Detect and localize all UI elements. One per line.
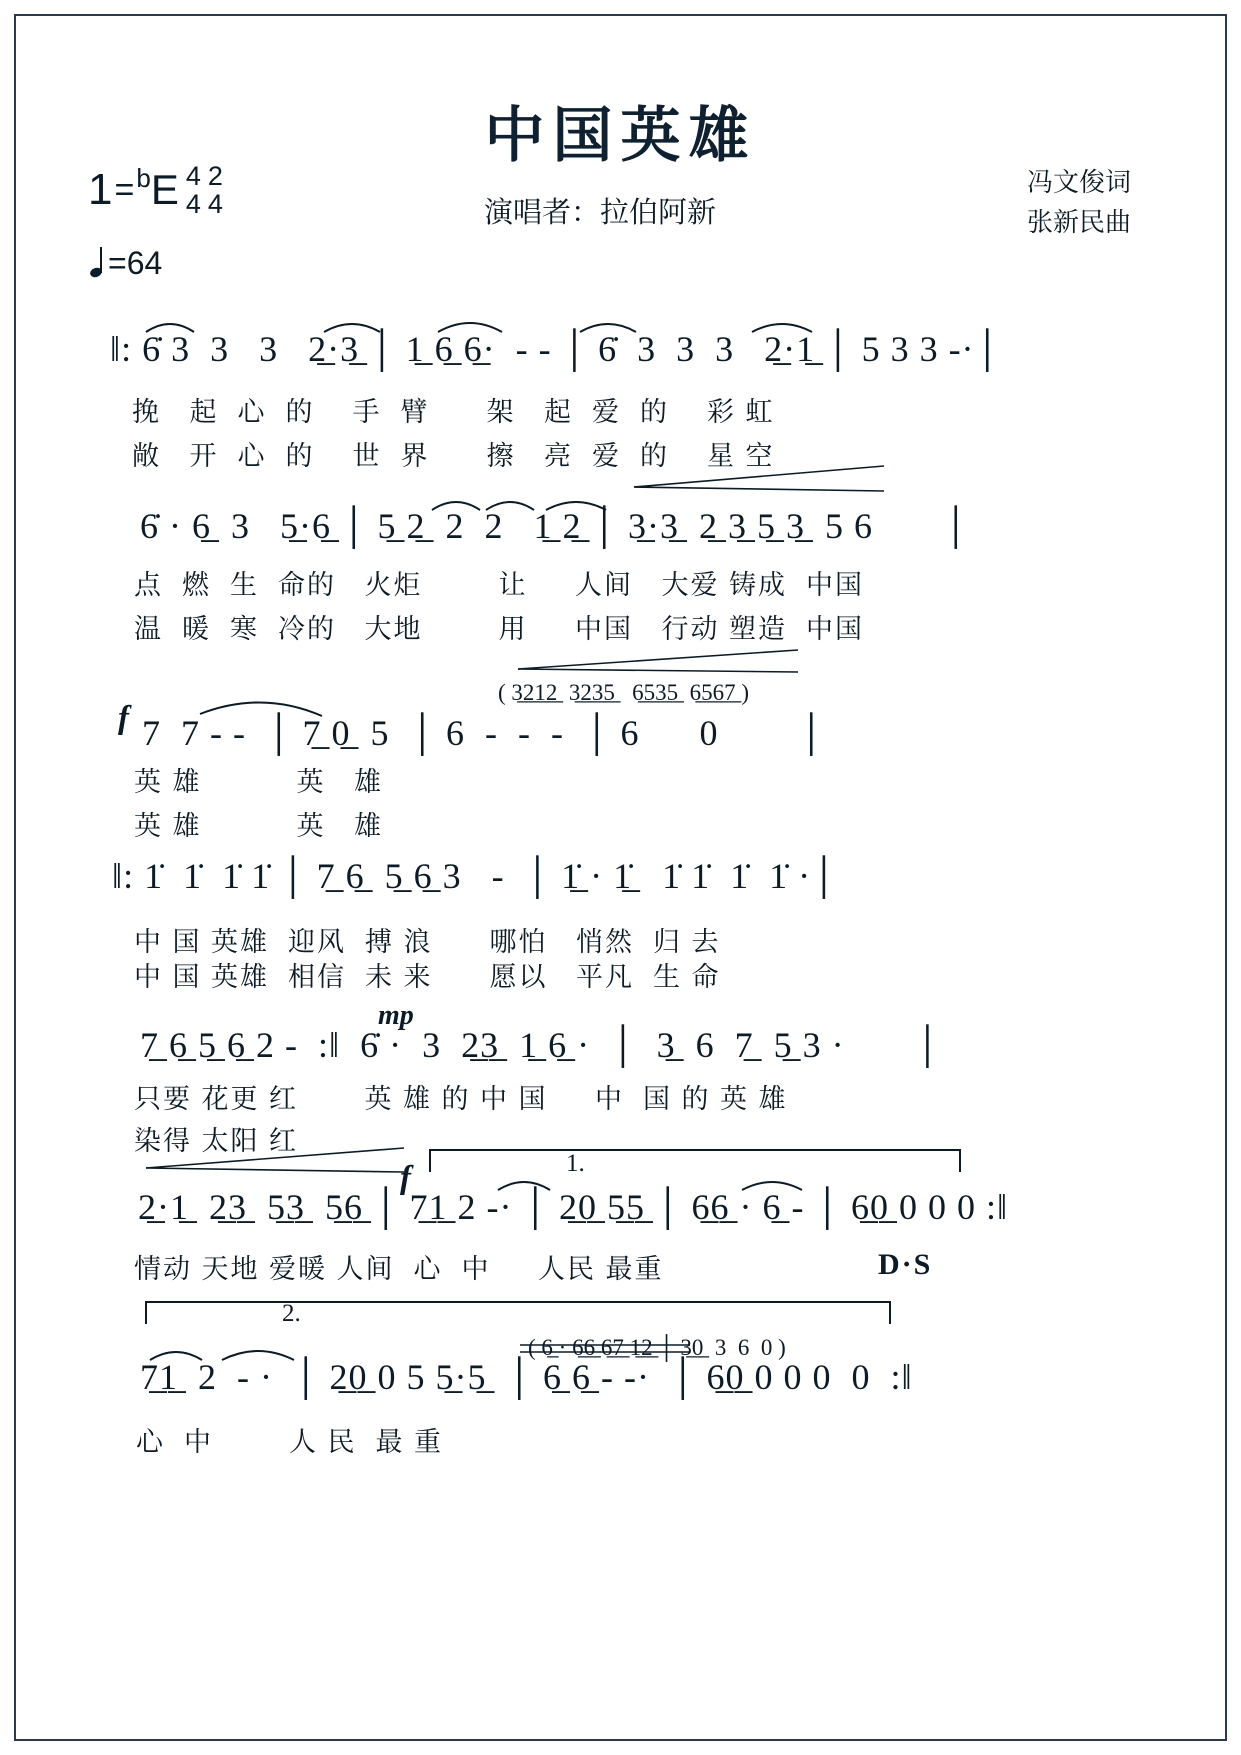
system-2-lyrics-verse1: 点 燃 生 命的 火炬 让 人间 大爱 铸成 中国: [134, 570, 865, 600]
credit-lyricist: [1027, 162, 1131, 202]
system-4-lyrics-verse2: 中 国 英雄 相信 未 来 愿以 平凡 生 命: [134, 962, 721, 992]
flat-icon: b: [136, 162, 151, 193]
system-1-notes: ‖: 6̇ 3 3 3 2̲·3̲ │ 1̲ 6̲ 6̲· - - │ 6̇ 3 3 3 2̲·1̲ │ 5 3 3 -·│: [110, 329, 1002, 369]
tempo-marking: [90, 245, 162, 282]
time-numerator: 4: [185, 160, 201, 191]
system-7-lyrics-verse1: 心 中 人 民 最 重: [136, 1427, 444, 1457]
singer-label: 演唱者：拉伯阿新: [483, 197, 716, 229]
key-letter: E: [150, 166, 179, 213]
ending-bracket-2-label: 2.: [282, 1300, 301, 1327]
credit-composer: [1027, 202, 1131, 242]
system-3-notes: 7 7 - - │ 7̲ 0̲ 5 │ 6 - - - │ 6 0 │: [142, 713, 825, 753]
dynamic-forte-1: f: [118, 700, 129, 736]
key-signature: [88, 160, 223, 220]
tempo-value: =64: [108, 245, 163, 281]
key-equals: =: [114, 170, 135, 209]
dynamic-mezzo-piano: mp: [378, 1000, 414, 1031]
system-5-lyrics-verse2: 染得 太阳 红: [134, 1126, 299, 1156]
system-7-ornament-notes: ( 6̲ · 6̲6̲ 6̲7̲ 1̲2̲ │ 3̲0̲ 3 6 0 ): [528, 1335, 786, 1360]
system-5-notes: 7̲ 6̲ 5̲ 6̲ 2 - :‖ 6̇ · 3 2̲3̲ 1̲ 6̲ · │ 3̲ 6 7̲ 5̲ 3 · │: [140, 1025, 942, 1065]
time2-denominator: 4: [207, 189, 223, 219]
system-5-lyrics-verse1: 只要 花更 红 英 雄 的 中 国 中 国 的 英 雄: [134, 1084, 788, 1114]
time-denominator: 4: [185, 189, 201, 219]
ending-bracket-1-label: 1.: [566, 1150, 585, 1177]
system-1-lyrics-verse1: 挽 起 心 的 手 臂 架 起 爱 的 彩 虹: [132, 397, 775, 427]
system-4-lyrics-verse1: 中 国 英雄 迎风 搏 浪 哪怕 悄然 归 去: [134, 927, 721, 957]
quarter-note-icon: [90, 249, 106, 279]
credit-line-2: 张新民曲: [1026, 207, 1131, 238]
key-do-label: 1: [88, 165, 113, 214]
ds-mark: D·S: [878, 1248, 933, 1281]
dynamic-forte-2: f: [400, 1160, 411, 1196]
credit-line-1: 冯文俊词: [1026, 167, 1131, 197]
credits: [1027, 162, 1131, 243]
system-3-ornament-notes: ( 3̲2̲1̲2̲ 3̲2̲3̲5̲ 6̲5̲3̲5̲ 6̲5̲6̲7̲ ): [498, 680, 750, 705]
system-2-lyrics-verse2: 温 暖 寒 冷的 大地 用 中国 行动 塑造 中国: [134, 614, 865, 644]
page-title: 中国英雄: [484, 102, 757, 169]
system-3-lyrics-verse1: 英 雄 英 雄: [134, 767, 384, 797]
system-4-notes: ‖: 1̇ 1̇ 1̇ 1̇ │ 7̲ 6̲ 5̲ 6̲ 3 - │ 1̲̇ · 1̲̇ 1̇ 1̇ 1̇ 1̇ ·│: [112, 856, 838, 896]
system-6-lyrics-verse1: 情动 天地 爱暖 人间 心 中 人民 最重: [134, 1254, 664, 1284]
system-1-lyrics-verse2: 敞 开 心 的 世 界 擦 亮 爱 的 星 空: [132, 441, 775, 471]
time2-numerator: 2: [207, 160, 223, 191]
system-7-notes: 7̲1̲ 2 - · │ 2̲0̲ 0 5 5̲·5̲ │ 6̲ 6̲ - -· │ 6̲0̲ 0 0 0 0 :‖: [140, 1357, 913, 1397]
system-2-notes: 6̇ · 6̲ 3 5̲·6̲ │ 5̲ 2̲ 2 2 1̲ 2̲ │ 3̲·3̲ 2̲ 3̲ 5̲ 3̲ 5 6 │: [140, 506, 970, 546]
system-6-notes: 2̲·1̲ 2̲3̲ 5̲3̲ 5̲6̲ │ 7̲1̲ 2 -· │ 2̲0̲ 5̲5̲ │ 6̲6̲ · 6̲ - │ 6̲0̲ 0 0 0 :‖: [138, 1187, 1009, 1227]
time-signature-2: [208, 162, 223, 219]
system-3-lyrics-verse2: 英 雄 英 雄: [134, 811, 384, 841]
time-signature-1: [186, 162, 201, 219]
